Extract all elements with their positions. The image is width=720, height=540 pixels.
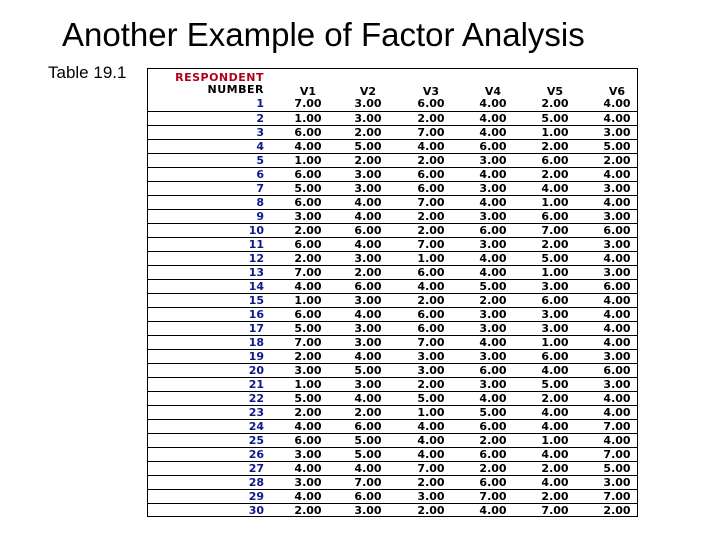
table-cell-v5: 2.00 [541,490,569,503]
table-cell-v4: 5.00 [479,406,507,419]
column-header-v3: V3 [422,85,440,98]
respondent-number: 9 [256,210,264,223]
table-cell-v5: 3.00 [541,280,569,293]
table-cell-v1: 6.00 [294,238,322,251]
table-cell-v2: 4.00 [354,350,382,363]
table-cell-v4: 4.00 [479,97,507,110]
table-row [148,405,637,419]
table-row [148,237,637,251]
table-cell-v2: 3.00 [354,168,382,181]
table-cell-v4: 4.00 [479,336,507,349]
table-cell-v2: 2.00 [354,406,382,419]
table-row [148,279,637,293]
respondent-header-line2: NUMBER [207,83,264,96]
table-cell-v5: 2.00 [541,392,569,405]
table-cell-v1: 3.00 [294,364,322,377]
respondent-number: 28 [248,476,264,489]
table-cell-v4: 4.00 [479,112,507,125]
table-cell-v1: 5.00 [294,182,322,195]
table-cell-v6: 5.00 [603,140,631,153]
table-cell-v3: 2.00 [417,224,445,237]
table-cell-v2: 4.00 [354,462,382,475]
respondent-number: 16 [248,308,264,321]
table-cell-v6: 7.00 [603,490,631,503]
table-cell-v1: 7.00 [294,336,322,349]
table-cell-v2: 3.00 [354,182,382,195]
respondent-number: 5 [256,154,264,167]
table-cell-v4: 5.00 [479,280,507,293]
table-cell-v2: 3.00 [354,252,382,265]
table-cell-v3: 2.00 [417,210,445,223]
table-cell-v6: 4.00 [603,112,631,125]
table-cell-v1: 1.00 [294,154,322,167]
table-cell-v3: 4.00 [417,448,445,461]
table-cell-v4: 4.00 [479,196,507,209]
table-cell-v1: 6.00 [294,196,322,209]
table-cell-v2: 4.00 [354,308,382,321]
table-cell-v4: 6.00 [479,420,507,433]
table-cell-v1: 6.00 [294,434,322,447]
table-cell-v6: 4.00 [603,252,631,265]
column-header-v5: V5 [546,85,564,98]
table-cell-v5: 4.00 [541,406,569,419]
table-cell-v6: 3.00 [603,238,631,251]
table-cell-v4: 3.00 [479,182,507,195]
table-cell-v4: 6.00 [479,140,507,153]
table-cell-v3: 6.00 [417,322,445,335]
table-cell-v6: 4.00 [603,97,631,110]
table-cell-v5: 5.00 [541,378,569,391]
table-cell-v5: 2.00 [541,238,569,251]
respondent-number: 29 [248,490,264,503]
table-cell-v5: 3.00 [541,322,569,335]
table-cell-v1: 2.00 [294,252,322,265]
table-cell-v6: 7.00 [603,420,631,433]
table-cell-v2: 6.00 [354,224,382,237]
respondent-number: 17 [248,322,264,335]
table-cell-v5: 2.00 [541,97,569,110]
table-cell-v5: 1.00 [541,126,569,139]
table-cell-v1: 4.00 [294,140,322,153]
table-cell-v2: 4.00 [354,238,382,251]
table-cell-v3: 1.00 [417,252,445,265]
table-cell-v2: 5.00 [354,140,382,153]
table-cell-v3: 2.00 [417,476,445,489]
table-cell-v5: 1.00 [541,196,569,209]
table-cell-v4: 3.00 [479,154,507,167]
column-header-v2: V2 [359,85,377,98]
table-cell-v2: 3.00 [354,322,382,335]
table-cell-v3: 7.00 [417,126,445,139]
table-cell-v5: 4.00 [541,476,569,489]
table-cell-v6: 4.00 [603,406,631,419]
table-cell-v2: 4.00 [354,196,382,209]
table-row [148,391,637,405]
table-row [148,503,637,517]
table-cell-v2: 3.00 [354,378,382,391]
table-cell-v4: 3.00 [479,350,507,363]
table-cell-v1: 2.00 [294,224,322,237]
table-cell-v2: 6.00 [354,280,382,293]
table-cell-v6: 4.00 [603,168,631,181]
table-cell-v2: 2.00 [354,266,382,279]
table-cell-v3: 4.00 [417,140,445,153]
column-header-v4: V4 [484,85,502,98]
respondent-number: 15 [248,294,264,307]
table-cell-v4: 4.00 [479,392,507,405]
respondent-number: 1 [256,97,264,110]
table-cell-v1: 4.00 [294,462,322,475]
table-cell-v3: 2.00 [417,378,445,391]
table-cell-v6: 3.00 [603,266,631,279]
table-cell-v6: 4.00 [603,434,631,447]
table-cell-v6: 6.00 [603,364,631,377]
table-cell-v2: 7.00 [354,476,382,489]
table-cell-v2: 4.00 [354,392,382,405]
table-cell-v3: 7.00 [417,336,445,349]
table-cell-v5: 6.00 [541,210,569,223]
table-row [148,251,637,265]
table-cell-v6: 4.00 [603,308,631,321]
table-cell-v4: 4.00 [479,266,507,279]
table-cell-v2: 4.00 [354,210,382,223]
respondent-number: 23 [248,406,264,419]
table-cell-v6: 7.00 [603,448,631,461]
table-cell-v1: 2.00 [294,406,322,419]
table-cell-v4: 4.00 [479,504,507,517]
table-cell-v5: 6.00 [541,154,569,167]
table-cell-v2: 5.00 [354,448,382,461]
table-cell-v2: 3.00 [354,112,382,125]
table-cell-v5: 4.00 [541,420,569,433]
table-cell-v1: 4.00 [294,420,322,433]
respondent-number: 10 [248,224,264,237]
table-cell-v5: 7.00 [541,224,569,237]
table-cell-v1: 1.00 [294,112,322,125]
table-cell-v3: 7.00 [417,196,445,209]
table-cell-v4: 2.00 [479,462,507,475]
table-cell-v5: 5.00 [541,112,569,125]
table-cell-v5: 2.00 [541,140,569,153]
table-cell-v4: 3.00 [479,308,507,321]
table-cell-v3: 2.00 [417,504,445,517]
table-row [148,447,637,461]
table-cell-v4: 6.00 [479,448,507,461]
table-cell-v4: 3.00 [479,210,507,223]
table-row [148,475,637,489]
table-cell-v4: 6.00 [479,476,507,489]
table-cell-v4: 4.00 [479,252,507,265]
table-row [148,335,637,349]
table-cell-v6: 4.00 [603,322,631,335]
table-cell-v2: 5.00 [354,364,382,377]
table-header [148,69,637,99]
table-cell-v6: 4.00 [603,294,631,307]
respondent-number: 30 [248,504,264,517]
table-cell-v1: 3.00 [294,476,322,489]
table-cell-v6: 2.00 [603,504,631,517]
table-row [148,181,637,195]
table-cell-v6: 3.00 [603,210,631,223]
table-cell-v6: 2.00 [603,154,631,167]
respondent-number: 13 [248,266,264,279]
table-cell-v5: 1.00 [541,336,569,349]
respondent-number: 2 [256,112,264,125]
table-cell-v4: 3.00 [479,378,507,391]
table-row [148,223,637,237]
respondent-number: 20 [248,364,264,377]
table-cell-v5: 1.00 [541,266,569,279]
table-row [148,419,637,433]
table-row [148,167,637,181]
table-cell-v6: 3.00 [603,350,631,363]
table-row [148,209,637,223]
respondent-number: 6 [256,168,264,181]
table-cell-v3: 2.00 [417,294,445,307]
respondent-number: 25 [248,434,264,447]
table-cell-v1: 6.00 [294,168,322,181]
data-table [147,68,638,517]
table-cell-v4: 7.00 [479,490,507,503]
table-cell-v2: 5.00 [354,434,382,447]
table-cell-v2: 2.00 [354,154,382,167]
table-cell-v5: 4.00 [541,364,569,377]
table-cell-v1: 5.00 [294,322,322,335]
table-cell-v4: 3.00 [479,238,507,251]
table-row [148,139,637,153]
table-row [148,111,637,125]
table-cell-v3: 6.00 [417,182,445,195]
table-row [148,307,637,321]
table-cell-v1: 4.00 [294,490,322,503]
table-cell-v1: 2.00 [294,350,322,363]
table-cell-v3: 2.00 [417,112,445,125]
respondent-number: 7 [256,182,264,195]
table-cell-v6: 3.00 [603,126,631,139]
table-cell-v2: 3.00 [354,504,382,517]
table-cell-v4: 4.00 [479,168,507,181]
table-row [148,433,637,447]
respondent-number: 26 [248,448,264,461]
table-cell-v4: 2.00 [479,294,507,307]
table-cell-v2: 3.00 [354,294,382,307]
table-cell-v5: 6.00 [541,294,569,307]
table-cell-v3: 3.00 [417,350,445,363]
table-cell-v4: 6.00 [479,224,507,237]
table-cell-v4: 6.00 [479,364,507,377]
table-cell-v1: 4.00 [294,280,322,293]
respondent-number: 19 [248,350,264,363]
table-cell-v2: 3.00 [354,336,382,349]
table-row [148,363,637,377]
table-cell-v3: 5.00 [417,392,445,405]
respondent-number: 12 [248,252,264,265]
table-cell-v5: 5.00 [541,252,569,265]
table-cell-v3: 6.00 [417,97,445,110]
table-cell-v1: 3.00 [294,448,322,461]
respondent-header-line1: RESPONDENT [175,71,264,84]
respondent-number: 22 [248,392,264,405]
table-cell-v6: 4.00 [603,392,631,405]
table-cell-v3: 4.00 [417,420,445,433]
respondent-number: 21 [248,378,264,391]
table-cell-v3: 4.00 [417,434,445,447]
table-cell-v3: 2.00 [417,154,445,167]
slide-title: Another Example of Factor Analysis [62,16,585,53]
table-cell-v3: 3.00 [417,364,445,377]
table-caption: Table 19.1 [48,63,127,82]
table-row [148,97,637,111]
table-cell-v1: 6.00 [294,126,322,139]
table-cell-v4: 4.00 [479,126,507,139]
table-row [148,153,637,167]
table-cell-v3: 1.00 [417,406,445,419]
respondent-number-header [153,72,264,96]
table-cell-v5: 4.00 [541,182,569,195]
respondent-number: 3 [256,126,264,139]
table-row [148,293,637,307]
table-cell-v1: 1.00 [294,378,322,391]
table-cell-v1: 6.00 [294,308,322,321]
table-cell-v3: 7.00 [417,238,445,251]
table-row [148,489,637,503]
table-row [148,321,637,335]
table-row [148,195,637,209]
respondent-number: 14 [248,280,264,293]
table-cell-v3: 6.00 [417,168,445,181]
table-cell-v3: 7.00 [417,462,445,475]
table-cell-v5: 7.00 [541,504,569,517]
table-row [148,461,637,475]
table-cell-v6: 6.00 [603,224,631,237]
respondent-number: 11 [248,238,264,251]
table-row [148,349,637,363]
table-row [148,125,637,139]
table-cell-v1: 2.00 [294,504,322,517]
table-cell-v3: 6.00 [417,308,445,321]
table-cell-v4: 3.00 [479,322,507,335]
table-cell-v6: 4.00 [603,196,631,209]
table-cell-v6: 3.00 [603,476,631,489]
table-cell-v6: 3.00 [603,378,631,391]
table-cell-v5: 1.00 [541,434,569,447]
table-cell-v1: 5.00 [294,392,322,405]
table-cell-v3: 4.00 [417,280,445,293]
table-cell-v2: 2.00 [354,126,382,139]
table-cell-v2: 6.00 [354,420,382,433]
respondent-number: 8 [256,196,264,209]
table-cell-v3: 6.00 [417,266,445,279]
table-cell-v4: 2.00 [479,434,507,447]
table-cell-v6: 5.00 [603,462,631,475]
table-cell-v3: 3.00 [417,490,445,503]
table-cell-v1: 3.00 [294,210,322,223]
table-cell-v6: 3.00 [603,182,631,195]
table-row [148,377,637,391]
table-cell-v5: 3.00 [541,308,569,321]
respondent-number: 24 [248,420,264,433]
table-cell-v2: 6.00 [354,490,382,503]
table-cell-v1: 7.00 [294,97,322,110]
table-row [148,265,637,279]
table-cell-v1: 1.00 [294,294,322,307]
column-header-v6: V6 [608,85,626,98]
respondent-number: 4 [256,140,264,153]
table-cell-v5: 2.00 [541,462,569,475]
table-cell-v5: 6.00 [541,350,569,363]
table-cell-v5: 4.00 [541,448,569,461]
table-cell-v6: 4.00 [603,336,631,349]
table-cell-v6: 6.00 [603,280,631,293]
table-cell-v5: 2.00 [541,168,569,181]
table-cell-v2: 3.00 [354,97,382,110]
column-header-v1: V1 [299,85,317,98]
respondent-number: 18 [248,336,264,349]
table-cell-v1: 7.00 [294,266,322,279]
respondent-number: 27 [248,462,264,475]
